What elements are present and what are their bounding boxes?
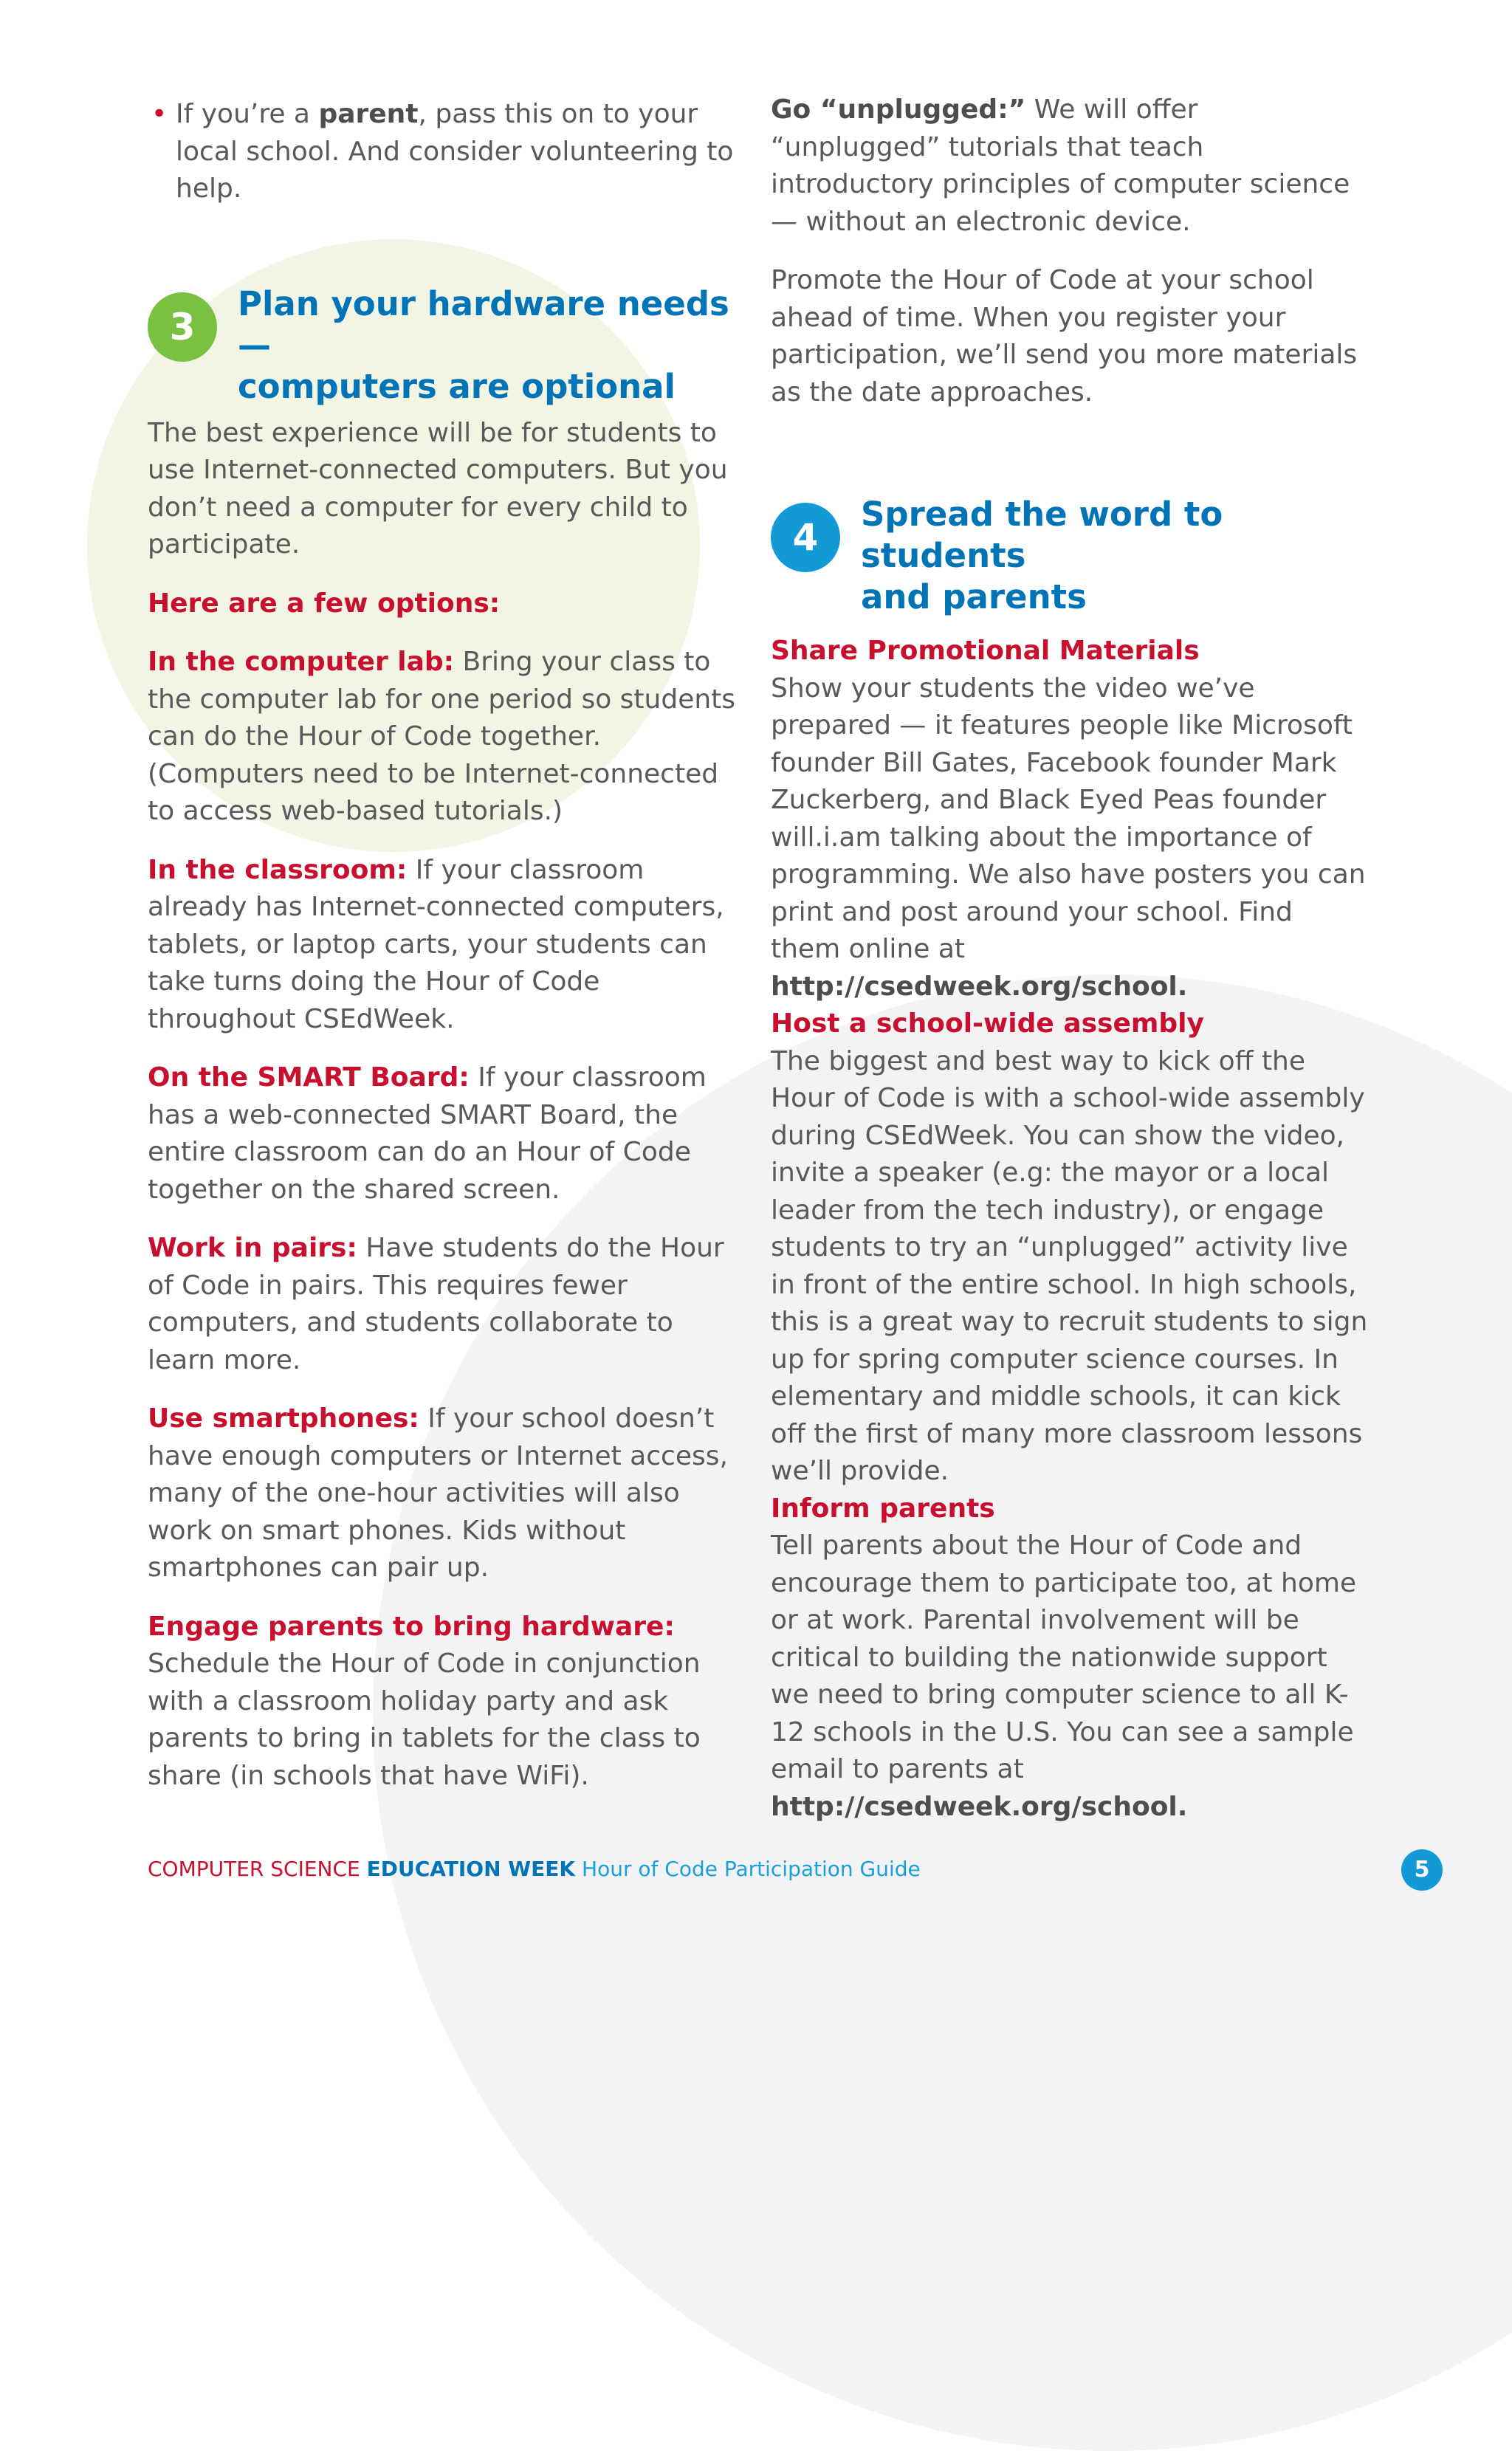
parent-bullet	[148, 96, 746, 208]
section-3-header	[148, 283, 746, 408]
option-work-in-pairs: Work in pairs: Have students do the Hour of Code in pairs. This requires fewer computers, and students collaborate to learn more.	[148, 1233, 724, 1375]
share-materials-link[interactable]: http://csedweek.org/school.	[771, 971, 1188, 1002]
page-number-badge: 5	[1401, 1849, 1443, 1891]
option-smart-board: On the SMART Board: If your classroom has a web-connected SMART Board, the entire classroom can do an Hour of Code together on the shared screen.	[148, 1062, 707, 1205]
assembly-text: The biggest and best way to kick off the Hour of Code is with a school-wide assembly during CSEdWeek. You can show the video, invite a speaker (e.g: the mayor or a local leader from the tech industry), or engage students to try an “unplugged” activity live in front of the entire school. In high schools, this is a great way to recruit students to sign up for spring computer science courses. In elementary and middle schools, it can kick off the first of many more classroom lessons we’ll provide.	[771, 1045, 1368, 1486]
page-footer	[148, 1854, 921, 1884]
right-column	[771, 92, 1369, 1826]
footer-education-week: EDUCATION WEEK	[366, 1857, 576, 1881]
bullet-dot-icon: •	[151, 99, 168, 129]
section-4-header	[771, 494, 1369, 618]
promote-paragraph: Promote the Hour of Code at your school ahead of time. When you register your participation, we’ll send you more materials as the date approaches.	[771, 265, 1358, 408]
parent-bullet-text: If you’re a parent, pass this on to your local school. And consider volunteering to help.	[176, 99, 734, 204]
share-materials-heading: Share Promotional Materials	[771, 636, 1200, 666]
section-3-intro: The best experience will be for students to use Internet-connected computers. But you don’t need a computer for every child to participate.	[148, 417, 728, 560]
section-4-title: Spread the word to students and parents	[861, 495, 1223, 616]
option-smartphones: Use smartphones: If your school doesn’t have enough computers or Internet access, many of the one-hour activities will also work on smart phones. Kids without smartphones can pair up.	[148, 1403, 728, 1583]
share-materials-text: Show your students the video we’ve prepared — it features people like Microsoft founder Bill Gates, Facebook founder Mark Zuckerberg, and Black Eyed Peas founder will.i.am talking about the importance of programming. We also have posters you can print and post around your school. Find them online at http://csedweek.org/school.	[771, 673, 1366, 1002]
section-3-number-badge: 3	[148, 292, 217, 362]
section-3-title: Plan your hardware needs— computers are optional	[238, 283, 729, 406]
footer-computer-science: COMPUTER SCIENCE	[148, 1857, 367, 1881]
footer-guide-title: Hour of Code Participation Guide	[575, 1857, 921, 1881]
option-computer-lab: In the computer lab: Bring your class to the computer lab for one period so students can do the Hour of Code together. (Computers need to be Internet-connected to access web-based tutorials.)	[148, 647, 736, 826]
option-engage-parents: Engage parents to bring hardware: Schedule the Hour of Code in conjunction with a classroom holiday party and ask parents to bring in tablets for the class to share (in schools that have WiFi).	[148, 1611, 701, 1791]
assembly-heading: Host a school-wide assembly	[771, 1008, 1204, 1039]
section-4-number-badge: 4	[771, 503, 840, 572]
options-label: Here are a few options:	[148, 588, 501, 619]
unplugged-paragraph: Go “unplugged:” We will offer “unplugged” tutorials that teach introductory principles of computer science — without an electronic device.	[771, 94, 1350, 237]
inform-parents-link[interactable]: http://csedweek.org/school.	[771, 1791, 1188, 1822]
parent-bold: parent	[318, 99, 419, 129]
inform-parents-text: Tell parents about the Hour of Code and encourage them to participate too, at home or at work. Parental involvement will be critical to building the nationwide support we need to bring computer science to all K-12 schools in the U.S. You can see a sample email to parents at http://csedweek.org/school.	[771, 1530, 1357, 1822]
option-classroom: In the classroom: If your classroom already has Internet-connected computers, tablets, or laptop carts, your students can take turns doing the Hour of Code throughout CSEdWeek.	[148, 854, 724, 1034]
left-column	[148, 96, 746, 1795]
inform-parents-heading: Inform parents	[771, 1493, 995, 1524]
